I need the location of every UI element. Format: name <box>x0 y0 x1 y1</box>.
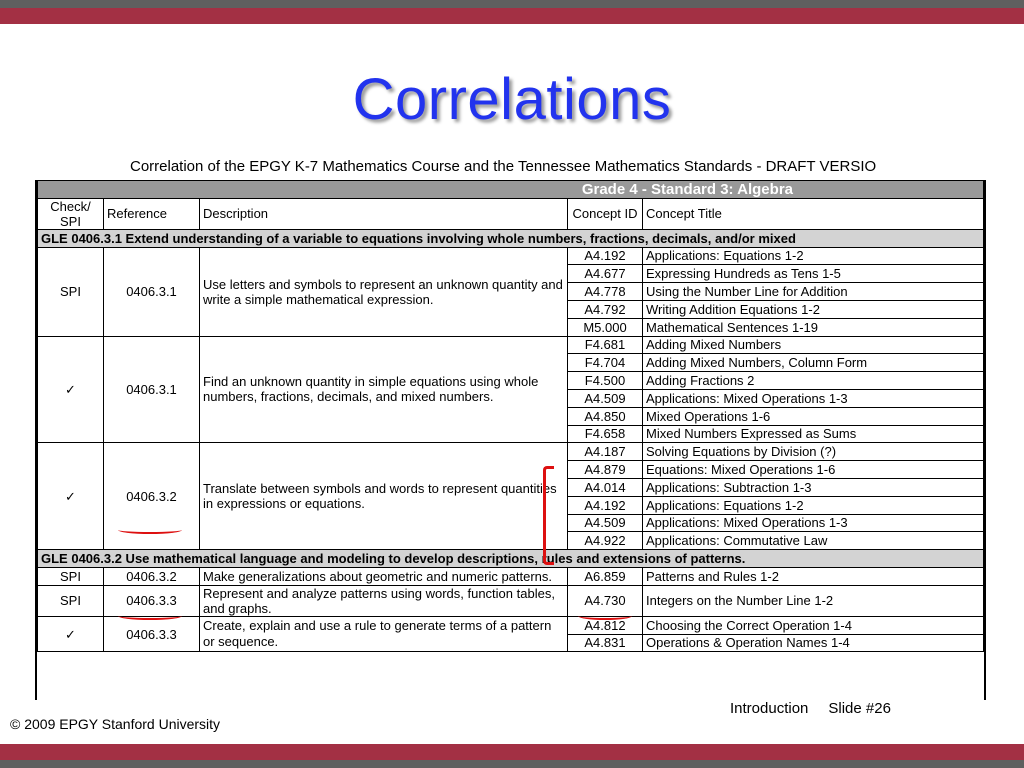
description-cell: Represent and analyze patterns using words, function tables, and graphs. <box>200 585 568 616</box>
concept-id-cell: A4.509 <box>568 514 643 532</box>
red-bracket-annotation <box>543 466 554 565</box>
table-row <box>38 616 984 634</box>
concept-id-cell: A4.812 <box>568 616 643 634</box>
description-cell: Make generalizations about geometric and numeric patterns. <box>200 567 568 585</box>
check-cell: ✓ <box>38 336 104 443</box>
gle-heading: GLE 0406.3.2 Use mathematical language and modeling to develop descriptions, rules and extensions of patterns. <box>38 550 984 568</box>
concept-id-cell: A4.850 <box>568 407 643 425</box>
concept-title-cell: Mixed Numbers Expressed as Sums <box>643 425 984 443</box>
concept-title-cell: Writing Addition Equations 1-2 <box>643 300 984 318</box>
check-cell: ✓ <box>38 443 104 550</box>
concept-id-cell: A4.879 <box>568 461 643 479</box>
concept-title-cell: Mixed Operations 1-6 <box>643 407 984 425</box>
concept-title-cell: Applications: Equations 1-2 <box>643 247 984 265</box>
table-row <box>38 336 984 354</box>
concept-title-cell: Equations: Mixed Operations 1-6 <box>643 461 984 479</box>
check-cell: ✓ <box>38 616 104 652</box>
correlation-table <box>37 180 984 652</box>
concept-id-cell: A4.509 <box>568 389 643 407</box>
check-cell: SPI <box>38 567 104 585</box>
check-cell: SPI <box>38 247 104 336</box>
top-red-band <box>0 8 1024 24</box>
concept-id-cell: F4.681 <box>568 336 643 354</box>
concept-title-cell: Applications: Mixed Operations 1-3 <box>643 389 984 407</box>
concept-id-cell: A4.730 <box>568 585 643 616</box>
footer-nav <box>730 700 891 717</box>
concept-title-cell: Mathematical Sentences 1-19 <box>643 318 984 336</box>
concept-title-cell: Operations & Operation Names 1-4 <box>643 634 984 652</box>
concept-title-cell: Integers on the Number Line 1-2 <box>643 585 984 616</box>
red-underline-annotation <box>578 612 632 620</box>
concept-title-cell: Expressing Hundreds as Tens 1-5 <box>643 265 984 283</box>
description-cell: Translate between symbols and words to represent quantities in expressions or equations. <box>200 443 568 550</box>
concept-title-cell: Adding Mixed Numbers <box>643 336 984 354</box>
bottom-red-band <box>0 744 1024 760</box>
concept-title-cell: Solving Equations by Division (?) <box>643 443 984 461</box>
top-grey-band <box>0 0 1024 8</box>
concept-title-cell: Adding Mixed Numbers, Column Form <box>643 354 984 372</box>
table-row <box>38 443 984 461</box>
check-cell: SPI <box>38 585 104 616</box>
concept-id-cell: F4.658 <box>568 425 643 443</box>
concept-title-cell: Applications: Equations 1-2 <box>643 496 984 514</box>
concept-id-cell: F4.500 <box>568 372 643 390</box>
reference-cell: 0406.3.2 <box>104 567 200 585</box>
concept-title-cell: Adding Fractions 2 <box>643 372 984 390</box>
description-cell: Use letters and symbols to represent an unknown quantity and write a simple mathematical expression. <box>200 247 568 336</box>
concept-title-cell: Using the Number Line for Addition <box>643 283 984 301</box>
reference-cell: 0406.3.3 <box>104 585 200 616</box>
col-header-description: Description <box>200 198 568 229</box>
reference-cell: 0406.3.1 <box>104 247 200 336</box>
table-row <box>38 585 984 616</box>
gle-heading: GLE 0406.3.1 Extend understanding of a variable to equations involving whole numbers, fractions, decimals, and/or mixed <box>38 229 984 247</box>
gle-row <box>38 550 984 568</box>
concept-id-cell: A4.192 <box>568 496 643 514</box>
description-cell: Create, explain and use a rule to generate terms of a pattern or sequence. <box>200 616 568 652</box>
footer-section: Introduction <box>730 700 809 717</box>
grade-banner-row <box>38 181 984 199</box>
copyright: © 2009 EPGY Stanford University <box>10 716 221 732</box>
concept-title-cell: Applications: Subtraction 1-3 <box>643 478 984 496</box>
table-row <box>38 247 984 265</box>
concept-id-cell: M5.000 <box>568 318 643 336</box>
slide-title: Correlations <box>352 67 672 132</box>
col-header-reference: Reference <box>104 198 200 229</box>
concept-id-cell: A4.187 <box>568 443 643 461</box>
red-underline-annotation <box>118 612 182 620</box>
reference-cell: 0406.3.3 <box>104 616 200 652</box>
column-header-row <box>38 198 984 229</box>
document-header: Correlation of the EPGY K-7 Mathematics Course and the Tennessee Mathematics Standards - DRAFT VERSIO <box>130 158 877 175</box>
concept-id-cell: A4.922 <box>568 532 643 550</box>
concept-title-cell: Applications: Commutative Law <box>643 532 984 550</box>
concept-id-cell: A4.778 <box>568 283 643 301</box>
concept-id-cell: A4.192 <box>568 247 643 265</box>
bottom-grey-band <box>0 760 1024 768</box>
concept-id-cell: A6.859 <box>568 567 643 585</box>
red-underline-annotation <box>118 526 182 534</box>
table-row <box>38 567 984 585</box>
grade-banner: Grade 4 - Standard 3: Algebra <box>38 181 984 199</box>
concept-title-cell: Applications: Mixed Operations 1-3 <box>643 514 984 532</box>
concept-id-cell: A4.831 <box>568 634 643 652</box>
concept-id-cell: A4.677 <box>568 265 643 283</box>
concept-id-cell: A4.792 <box>568 300 643 318</box>
concept-title-cell: Choosing the Correct Operation 1-4 <box>643 616 984 634</box>
correlation-document <box>35 180 986 700</box>
col-header-concept-id: Concept ID <box>568 198 643 229</box>
concept-title-cell: Patterns and Rules 1-2 <box>643 567 984 585</box>
slide-number: Slide #26 <box>828 700 891 717</box>
reference-cell: 0406.3.1 <box>104 336 200 443</box>
concept-id-cell: A4.014 <box>568 478 643 496</box>
col-header-check: Check/ SPI <box>38 198 104 229</box>
concept-id-cell: F4.704 <box>568 354 643 372</box>
reference-cell: 0406.3.2 <box>104 443 200 550</box>
gle-row <box>38 229 984 247</box>
col-header-concept-title: Concept Title <box>643 198 984 229</box>
description-cell: Find an unknown quantity in simple equations using whole numbers, fractions, decimals, and mixed numbers. <box>200 336 568 443</box>
